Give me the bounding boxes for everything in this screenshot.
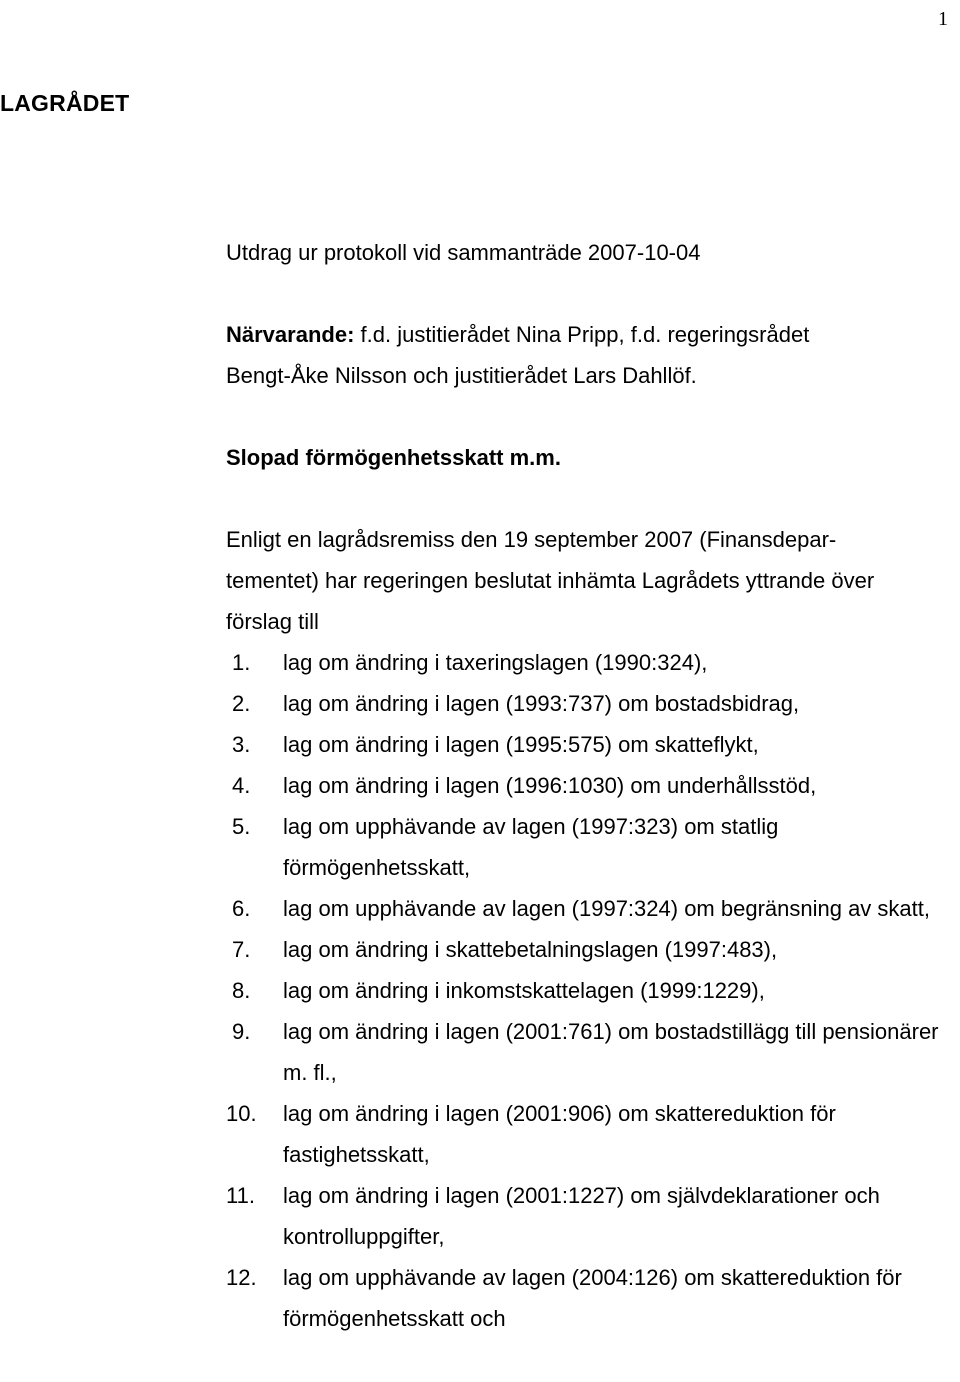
list-item-text: lag om upphävande av lagen (1997:323) om statlig förmögenhetsskatt, [283, 814, 779, 880]
list-item-number: 9. [232, 1019, 251, 1044]
list-item [226, 929, 946, 970]
list-item-text: lag om ändring i lagen (1995:575) om skatteflykt, [283, 732, 759, 757]
list-item-number: 5. [232, 814, 251, 839]
list-item-number: 7. [232, 937, 251, 962]
list-item-text: lag om ändring i lagen (2001:906) om skattereduktion för fastighetsskatt, [283, 1101, 836, 1167]
list-item-number: 3. [232, 732, 251, 757]
list-item-text: lag om ändring i lagen (1996:1030) om underhållsstöd, [283, 773, 817, 798]
intro-line-2: tementet) har regeringen beslutat inhämta Lagrådets yttrande över [226, 568, 875, 593]
list-item [226, 888, 946, 929]
list-item [226, 1093, 946, 1175]
list-item-number: 11. [226, 1183, 255, 1208]
list-item [226, 683, 946, 724]
list-item-number: 10. [226, 1101, 257, 1126]
intro-line-3: förslag till [226, 609, 319, 634]
list-item-number: 4. [232, 773, 251, 798]
list-item-text: lag om ändring i taxeringslagen (1990:324), [283, 650, 708, 675]
organization-heading: LAGRÅDET [0, 90, 130, 116]
list-item [226, 642, 946, 683]
list-item [226, 724, 946, 765]
list-item-text: lag om ändring i lagen (2001:1227) om självdeklarationer och kontrolluppgifter, [283, 1183, 880, 1249]
list-item-text: lag om ändring i skattebetalningslagen (1997:483), [283, 937, 778, 962]
intro-line-1: Enligt en lagrådsremiss den 19 september 2007 (Finansdepar- [226, 527, 837, 552]
present-label: Närvarande: [226, 322, 355, 347]
list-item [226, 970, 946, 1011]
list-item-text: lag om ändring i lagen (2001:761) om bostadstillägg till pensionärer m. fl., [283, 1019, 939, 1085]
list-item-text: lag om upphävande av lagen (2004:126) om skattereduktion för förmögenhetsskatt och [283, 1265, 902, 1331]
subject-heading: Slopad förmögenhetsskatt m.m. [226, 445, 561, 470]
list-item-number: 2. [232, 691, 251, 716]
document-body [226, 232, 946, 1339]
list-item [226, 1175, 946, 1257]
present-line-1: f.d. justitierådet Nina Pripp, f.d. regeringsrådet [360, 322, 810, 347]
list-item-number: 12. [226, 1265, 257, 1290]
page-number: 1 [938, 8, 948, 30]
list-item-number: 1. [232, 650, 251, 675]
present-block [226, 314, 946, 396]
list-item [226, 1011, 946, 1093]
law-proposal-list [226, 642, 946, 1339]
present-line-2: Bengt-Åke Nilsson och justitierådet Lars Dahllöf. [226, 363, 697, 388]
list-item [226, 806, 946, 888]
list-item-text: lag om ändring i lagen (1993:737) om bostadsbidrag, [283, 691, 800, 716]
list-item-number: 6. [232, 896, 251, 921]
list-item [226, 765, 946, 806]
list-item-text: lag om ändring i inkomstskattelagen (1999:1229), [283, 978, 765, 1003]
list-item-number: 8. [232, 978, 251, 1003]
intro-block [226, 519, 946, 642]
list-item [226, 1257, 946, 1339]
protocol-line: Utdrag ur protokoll vid sammanträde 2007-10-04 [226, 240, 701, 265]
list-item-text: lag om upphävande av lagen (1997:324) om begränsning av skatt, [283, 896, 930, 921]
